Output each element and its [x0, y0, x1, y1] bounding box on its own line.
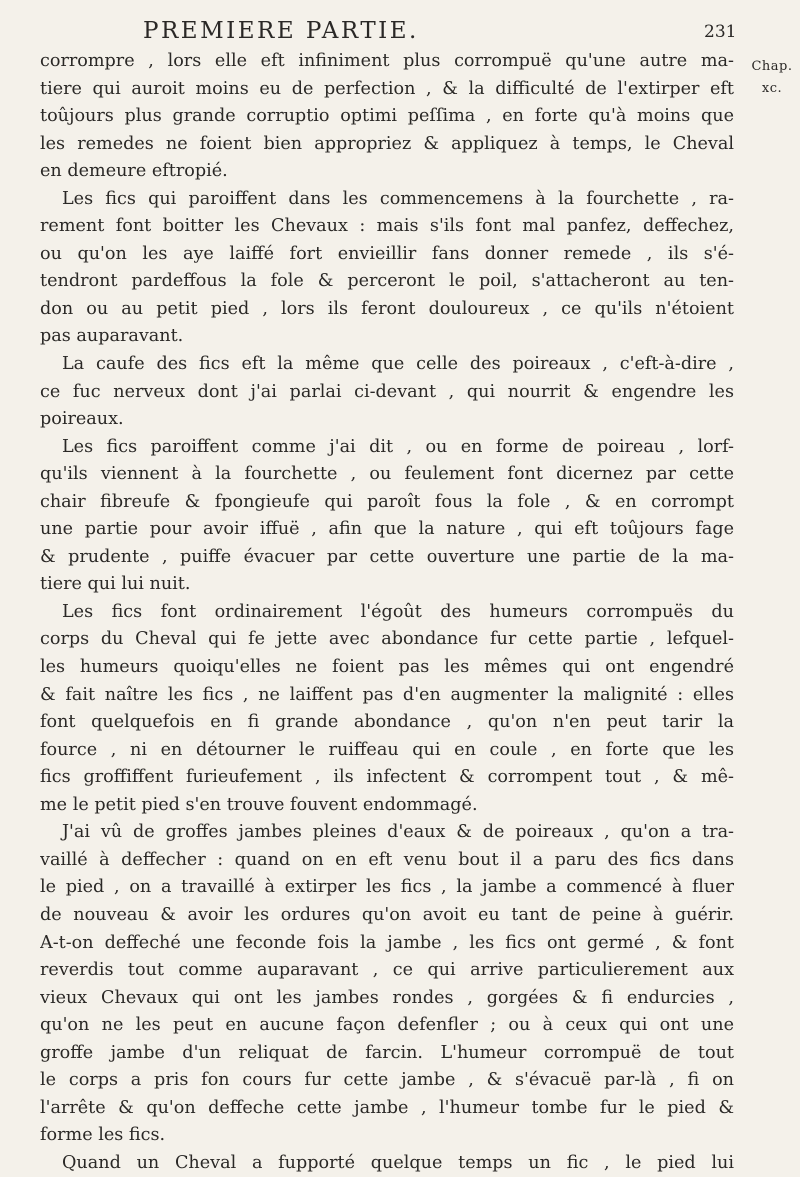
text-line: les remedes ne foient bien appropriez & appliquez à temps, le Cheval: [40, 133, 734, 154]
text-line: qu'ils viennent à la fourchette , ou feulement font dicernez par cette: [40, 464, 734, 485]
text-line: groffe jambe d'un reliquat de farcin. L'humeur corrompuë de tout: [40, 1042, 734, 1063]
text-line: vaillé à deffecher : quand on en eft venu bout il a paru des fics dans: [40, 849, 734, 870]
text-line: Les fics font ordinairement l'égoût des humeurs corrompuës du: [62, 601, 734, 622]
text-line: forme les fics.: [40, 1125, 166, 1146]
text-line: reverdis tout comme auparavant , ce qui arrive particulierement aux: [40, 960, 734, 981]
text-line: ce fuc nerveux dont j'ai parlai ci-devant , qui nourrit & engendre les: [40, 381, 734, 402]
text-line: tiere qui auroit moins eu de perfection , & la difficulté de l'extirper eft: [40, 78, 734, 99]
text-line: chair fibreufe & fpongieufe qui paroît fous la fole , & en corrompt: [40, 491, 734, 512]
text-line: vieux Chevaux qui ont les jambes rondes , gorgées & fi endurcies ,: [40, 987, 734, 1008]
margin-chapter-note: [744, 56, 800, 100]
text-line: de nouveau & avoir les ordures qu'on avoit eu tant de peine à guérir.: [40, 904, 734, 925]
text-line: poireaux.: [40, 409, 124, 430]
body-text: [40, 48, 734, 1177]
text-line: pas auparavant.: [40, 326, 184, 347]
text-line: me le petit pied s'en trouve fouvent endommagé.: [40, 794, 478, 815]
text-line: Les fics qui paroiffent dans les commencemens à la fourchette , ra-: [62, 188, 734, 209]
text-line: une partie pour avoir iffuë , afin que la nature , qui eft toûjours fage: [40, 519, 734, 540]
text-line: le corps a pris fon cours fur cette jambe , & s'évacuë par-là , fi on: [40, 1070, 734, 1091]
text-line: toûjours plus grande corruptio optimi peſſima , en forte qu'à moins que: [40, 106, 734, 127]
text-line: l'arrête & qu'on deffeche cette jambe , l'humeur tombe fur le pied &: [40, 1097, 734, 1118]
text-line: tiere qui lui nuit.: [40, 574, 191, 595]
text-line: font quelquefois en fi grande abondance , qu'on n'en peut tarir la: [40, 712, 734, 733]
margin-chapter-number: xc.: [761, 81, 783, 96]
text-line: don ou au petit pied , lors ils feront douloureux , ce qu'ils n'étoient: [40, 298, 734, 319]
text-line: qu'on ne les peut en aucune façon defenfler ; ou à ceux qui ont une: [40, 1015, 734, 1036]
text-line: fics groffiffent furieufement , ils infectent & corrompent tout , & mê-: [40, 767, 734, 788]
text-line: le pied , on a travaillé à extirper les fics , la jambe a commencé à fluer: [40, 877, 734, 898]
text-line: rement font boitter les Chevaux : mais s'ils font mal panfez, deffechez,: [40, 216, 734, 237]
text-line: A-t-on deffeché une feconde fois la jambe , les fics ont germé , & font: [40, 932, 734, 953]
text-line: en demeure eftropié.: [40, 161, 228, 182]
running-head: [0, 18, 800, 48]
text-line: corps du Cheval qui fe jette avec abondance fur cette partie , lefquel-: [40, 629, 734, 650]
text-line: Les fics paroiffent comme j'ai dit , ou en forme de poireau , lorf-: [62, 436, 734, 457]
text-line: J'ai vû de groffes jambes pleines d'eaux & de poireaux , qu'on a tra-: [62, 822, 734, 843]
text-line: fource , ni en détourner le ruiffeau qui en coule , en forte que les: [40, 739, 734, 760]
text-line: tendront pardeffous la fole & perceront le poil, s'attacheront au ten-: [40, 271, 734, 292]
page-number: 231: [704, 22, 737, 42]
text-line: Quand un Cheval a fupporté quelque temps un fic , le pied lui: [62, 1152, 734, 1173]
text-line: & fait naître les fics , ne laiffent pas d'en augmenter la malignité : elles: [40, 684, 734, 705]
text-line: corrompre , lors elle eft infiniment plus corrompuë qu'une autre ma-: [40, 51, 734, 71]
running-title: PREMIERE PARTIE.: [143, 18, 419, 44]
text-line: & prudente , puiffe évacuer par cette ouverture une partie de la ma-: [40, 546, 734, 567]
text-line: La caufe des fics eft la même que celle des poireaux , c'eft-à-dire ,: [62, 354, 734, 375]
margin-chapter-label: Chap.: [751, 59, 793, 74]
text-line: les humeurs quoiqu'elles ne foient pas les mêmes qui ont engendré: [40, 657, 734, 678]
text-line: ou qu'on les aye laiffé fort envieillir fans donner remede , ils s'é-: [40, 243, 734, 264]
